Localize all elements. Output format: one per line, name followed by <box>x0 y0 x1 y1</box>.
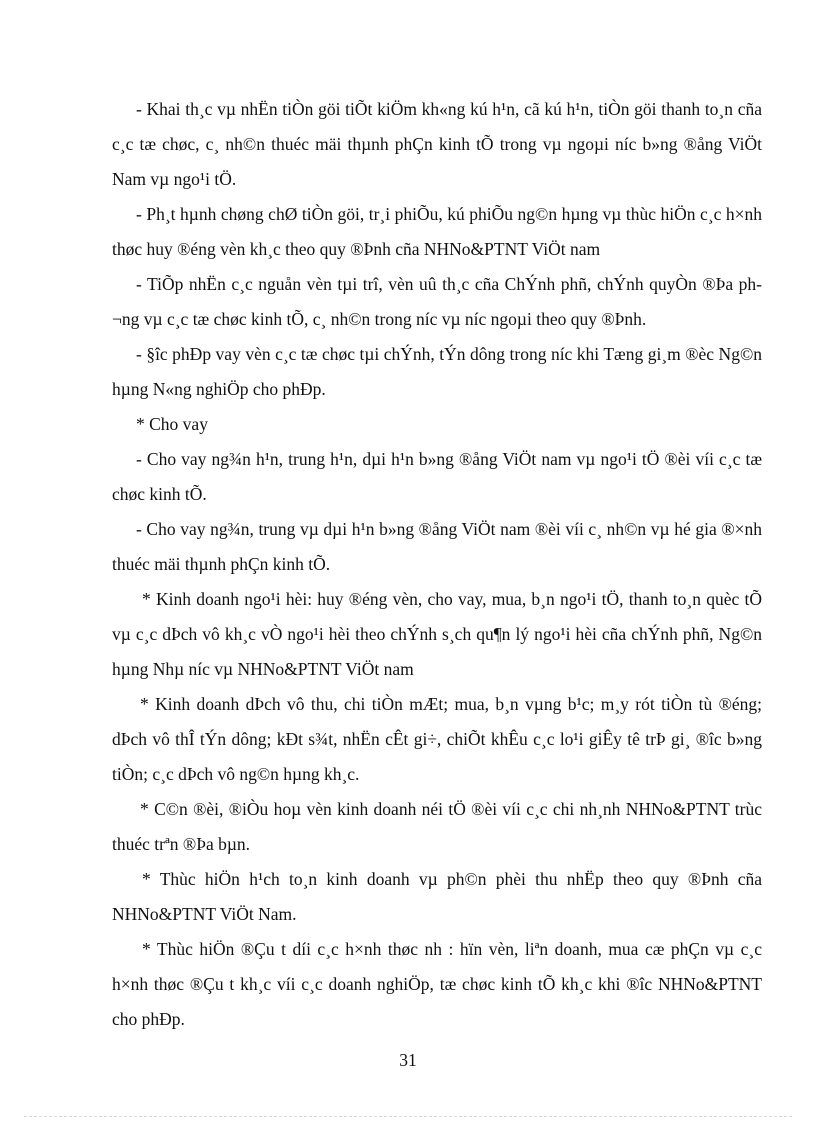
paragraph-capital-balancing: * C©n ®èi, ®iÒu hoµ vèn kinh doanh néi tÖ ®èi víi c¸c chi nh¸nh NHNo&PTNT trùc thuéc trªn ®Þa bµn. <box>112 799 762 854</box>
paragraph-certificate-issuance: - Ph¸t hµnh chøng chØ tiÒn göi, tr¸i phiÕu, kú phiÕu ng©n hµng vµ thùc hiÖn c¸c h×nh thøc huy ®éng vèn kh¸c theo quy ®Þnh cña NHNo&PTNT ViÖt nam <box>112 204 762 259</box>
page-body <box>112 92 762 1037</box>
paragraph-deposit-mobilization: - Khai th¸c vµ nhËn tiÒn göi tiÕt kiÖm kh«ng kú h¹n, cã kú h¹n, tiÒn göi thanh to¸n cña c¸c tæ chøc, c¸ nh©n thuéc mäi thµnh phÇn kinh tÕ trong vµ ngoµi níc b»ng ®ång ViÖt Nam vµ ngo¹i tÖ. <box>112 99 762 189</box>
paragraph-lending-organizations: - Cho vay ng¾n h¹n, trung h¹n, dµi h¹n b»ng ®ång ViÖt nam vµ ngo¹i tÖ ®èi víi c¸c tæ chøc kinh tÕ. <box>112 449 762 504</box>
paragraph-cash-services: * Kinh doanh dÞch vô thu, chi tiÒn mÆt; mua, b¸n vµng b¹c; m¸y rót tiÒn tù ®éng; dÞch vô thÎ tÝn dông; kÐt s¾t, nhËn cÊt gi÷, chiÕt khÊu c¸c lo¹i giÊy tê trÞ gi¸ ®îc b»ng tiÒn; c¸c dÞch vô ng©n hµng kh¸c. <box>112 694 762 784</box>
paragraph-borrowing-permission: - §îc phÐp vay vèn c¸c tæ chøc tµi chÝnh, tÝn dông trong níc khi Tæng gi¸m ®èc Ng©n hµng N«ng nghiÖp cho phÐp. <box>112 344 762 399</box>
paragraph-lending-individuals: - Cho vay ng¾n, trung vµ dµi h¹n b»ng ®ång ViÖt nam ®èi víi c¸ nh©n vµ hé gia ®×nh thuéc mäi thµnh phÇn kinh tÕ. <box>112 519 762 574</box>
paragraph-accounting: * Thùc hiÖn h¹ch to¸n kinh doanh vµ ph©n phèi thu nhËp theo quy ®Þnh cña NHNo&PTNT ViÖt Nam. <box>112 869 762 924</box>
paragraph-foreign-exchange: * Kinh doanh ngo¹i hèi: huy ®éng vèn, cho vay, mua, b¸n ngo¹i tÖ, thanh to¸n quèc tÕ vµ c¸c dÞch vô kh¸c vÒ ngo¹i hèi theo chÝnh s¸ch qu¶n lý ngo¹i hèi cña chÝnh phñ, Ng©n hµng Nhµ níc vµ NHNo&PTNT ViÖt nam <box>112 589 762 679</box>
page-bottom-divider <box>24 1116 792 1117</box>
section-heading-lending: * Cho vay <box>136 414 208 434</box>
paragraph-funding-reception: - TiÕp nhËn c¸c nguån vèn tµi trî, vèn uû th¸c cña ChÝnh phñ, chÝnh quyÒn ®Þa ph¬ng vµ c¸c tæ chøc kinh tÕ, c¸ nh©n trong níc vµ níc ngoµi theo quy ®Þnh. <box>112 274 762 329</box>
page-number: 31 <box>399 1050 417 1070</box>
paragraph-investment: * Thùc hiÖn ®Çu t díi c¸c h×nh thøc nh : hïn vèn, liªn doanh, mua cæ phÇn vµ c¸c h×nh thøc ®Çu t kh¸c víi c¸c doanh nghiÖp, tæ chøc kinh tÕ kh¸c khi ®îc NHNo&PTNT cho phÐp. <box>112 939 762 1029</box>
